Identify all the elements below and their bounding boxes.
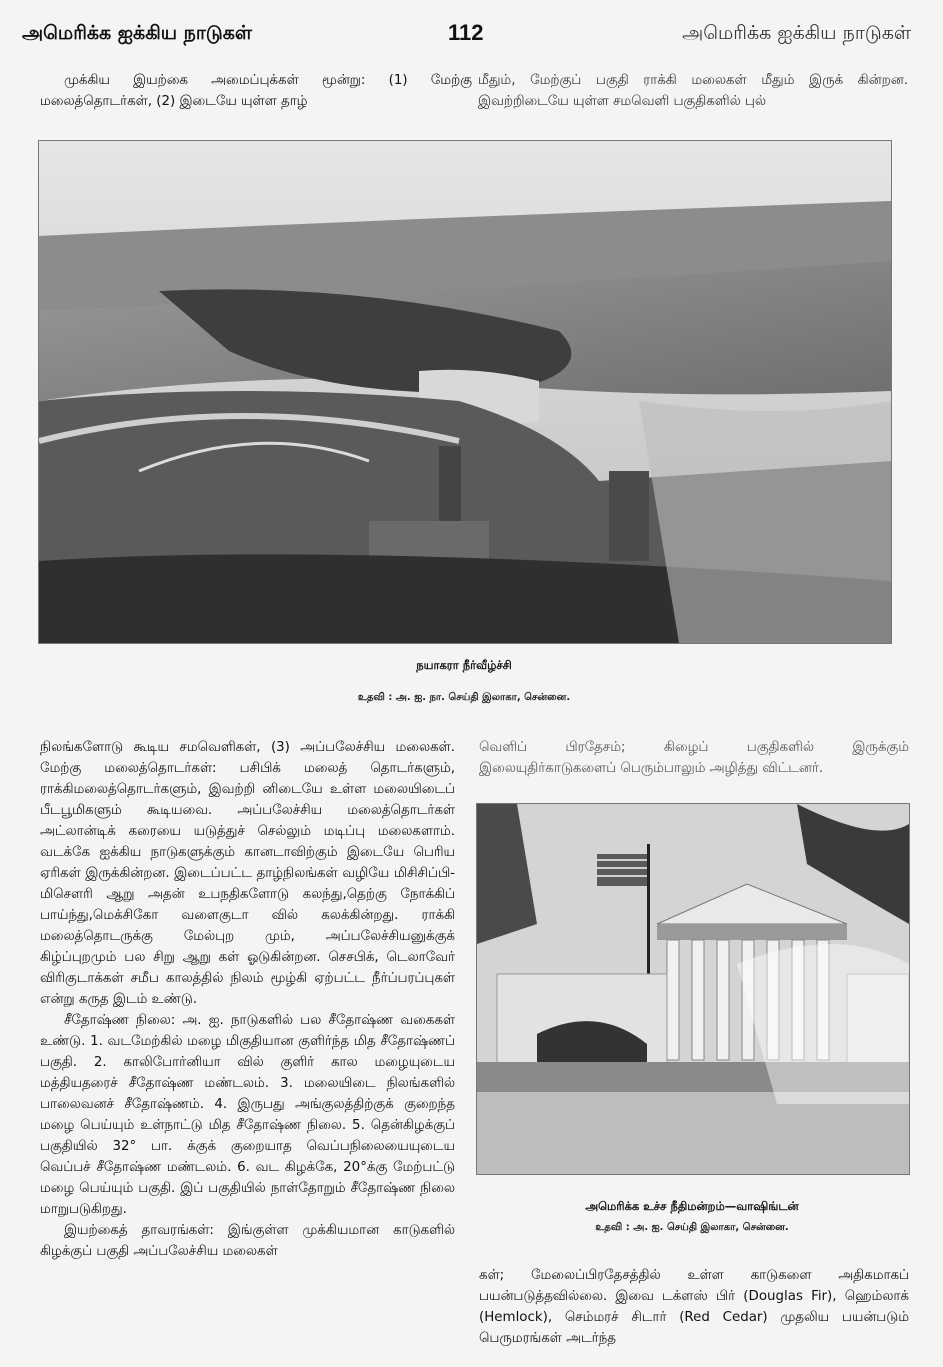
right-column-top xyxy=(479,737,909,779)
header-left-title: அமெரிக்க ஐக்கிய நாடுகள் xyxy=(22,22,253,44)
figure1-caption: நயாகரா நீர்வீழ்ச்சி xyxy=(416,658,512,672)
figure2-caption: அமெரிக்க உச்ச நீதிமன்றம்—வாஷிங்டன் xyxy=(585,1199,799,1213)
supreme-court-illustration xyxy=(477,804,909,1174)
left-paragraph-1: நிலங்களோடு கூடிய சமவெளிகள், (3) அப்பலேச்சிய மலைகள். மேற்கு மலைத்தொடர்கள்: பசிபிக் மலைத் தொடர்களும், ராக்கிமலைத்தொடர்களும், இவற்றி னிடையே உள்ள மலையிடைப் பீடபூமிகளும் கூடியவை. அப்பலேச்சிய மலைத்தொடர்கள் அட்லான்டிக் கரையை யடுத்துச் செல்லும் மடிப்பு மலைகளாம். வடக்கே ஐக்கிய நாடுகளுக்கும் கானடாவிற்கும் இடையே பெரிய ஏரிகள் இருக்கின்றன. இடைப்பட்ட தாழ்நிலங்கள் வழியே மிசிசிப்பி-மிசௌரி ஆறு அதன் உபநதிகளோடு கலந்து,தெற்கு நோக்கிப் பாய்ந்து,மெக்சிகோ வளைகுடா வில் கலக்கின்றது. ராக்கி மலைத்தொடருக்கு மேல்புற மும், அப்பலேச்சியனுக்குக் கிழ்ப்புறமும் பல சிறு ஆறு கள் ஓடுகின்றன. செசபிக், டெலாவேர் விரிகுடாக்கள் சமீப காலத்தில் நிலம் மூழ்கி ஏற்பட்ட நீர்ப்பரப்புகள் என்று கருத இடம் உண்டு. xyxy=(40,740,455,1007)
niagara-falls-photo xyxy=(38,140,892,644)
niagara-falls-illustration xyxy=(39,141,891,643)
top-right-paragraph: மீதும், மேற்குப் பகுதி ராக்கி மலைகள் மீதும் இருக் கின்றன. இவற்றிடையே யுள்ள சமவெளி பகுதிகளில் புல் xyxy=(478,73,908,109)
left-paragraph-2: சீதோஷ்ண நிலை: அ. ஐ. நாடுகளில் பல சீதோஷ்ண வகைகள் உண்டு. 1. வடமேற்கில் மழை மிகுதியான குளிர்ந்த மித சீதோஷ்ணப் பகுதி. 2. காலிபோர்னியா வில் குளிர் கால மழையுடைய மத்தியதரைச் சீதோஷ்ண மண்டலம். 3. மலையிடை நிலங்களில் பாலைவனச் சீதோஷ்ணம். 4. இருபது அங்குலத்திற்குக் குறைந்த மழை பெய்யும் உள்நாட்டு மித சீதோஷ்ண நிலை. 5. தென்கிழக்குப் பகுதியில் 32° பா. க்குக் குறையாத வெப்பநிலையையுடைய வெப்பச் சீதோஷ்ண மண்டலம். 6. வட கிழக்கே, 20°க்கு மேற்பட்டு மழை பெய்யும் பகுதி. இப் பகுதியில் நாள்தோறும் சீதோஷ்ண நிலை மாறுபடுகிறது. xyxy=(40,1013,455,1217)
right-bottom-paragraph: கள்; மேலைப்பிரதேசத்தில் உள்ள காடுகளை அதிகமாகப் பயன்படுத்தவில்லை. இவை டக்ளஸ் பிர் (Douglas Fir), ஹெம்லாக் (Hemlock), செம்மரச் சிடார் (Red Cedar) முதலிய பயன்படும் பெருமரங்கள் அடர்ந்த xyxy=(479,1268,909,1346)
figure1-credit: உதவி : அ. ஐ. நா. செய்தி இலாகா, சென்னை. xyxy=(357,692,571,703)
page-header xyxy=(0,18,943,50)
top-left-text xyxy=(40,70,472,112)
page-number: 112 xyxy=(448,20,484,45)
figure2-credit: உதவி : அ. ஐ. செய்தி இலாகா, சென்னை. xyxy=(595,1222,789,1233)
left-paragraph-3: இயற்கைத் தாவரங்கள்: இங்குள்ள முக்கியமான காடுகளில் கிழக்குப் பகுதி அப்பலேச்சிய மலைகள் xyxy=(40,1223,455,1259)
left-column xyxy=(40,737,455,1262)
top-right-text xyxy=(478,70,908,112)
top-left-paragraph: முக்கிய இயற்கை அமைப்புக்கள் மூன்று: (1) மேற்கு மலைத்தொடர்கள், (2) இடையே யுள்ள தாழ் xyxy=(40,73,472,109)
header-right-title: அமெரிக்க ஐக்கிய நாடுகள் xyxy=(682,22,911,44)
right-top-paragraph: வெளிப் பிரதேசம்; கிழைப் பகுதிகளில் இருக்கும் இலையுதிர்காடுகளைப் பெரும்பாலும் அழித்து விட்டனர். xyxy=(479,740,909,776)
right-column-bottom xyxy=(479,1265,909,1349)
supreme-court-photo xyxy=(476,803,910,1175)
